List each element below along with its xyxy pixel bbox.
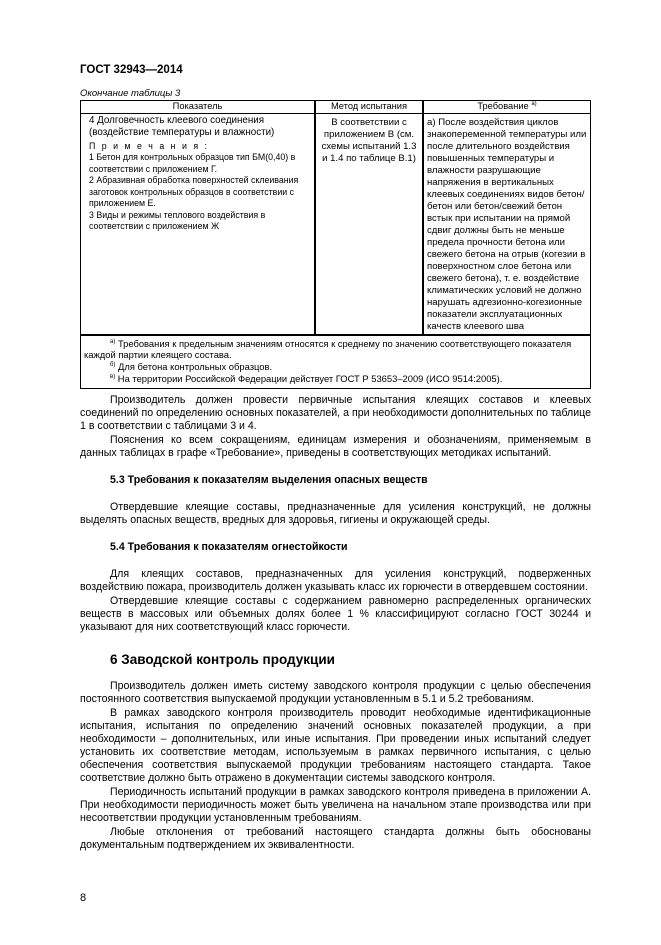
paragraph: Производитель должен провести первичные испытания клеящих составов и клеевых соединений по определению основных показателей, а при необходимости дополнительных по таблице 1 в соответствии с таблицами 3 и 4. [80,393,591,432]
cell-indicator [81,113,316,335]
footnote-text: Для бетона контрольных образцов. [118,361,273,373]
footnote-c [84,373,587,385]
footnote-a [84,338,587,362]
indicator-text: 4 Долговечность клеевого соединения (воздействие температуры и влажности) [89,114,275,138]
footnote-mark: б) [110,362,116,369]
footnote-mark: а) [110,338,116,345]
paragraph: Периодичность испытаний продукции в рамках заводского контроля приведена в приложении А. При необходимости периодичность может быть увеличена на начальном этапе производства или при несоответствии продукции установленным требованиям. [80,785,591,824]
section-heading-5-3: 5.3 Требования к показателям выделения опасных веществ [110,473,428,486]
paragraph: Отвердевшие клеящие составы, предназначенные для усиления конструкций, не должны выделять опасных веществ, вредных для здоровья, гигиены и окружающей среды. [80,500,591,526]
footnotes-cell [81,335,591,389]
section-heading-5-4: 5.4 Требования к показателям огнестойкости [110,540,348,553]
table-row [81,113,591,335]
footnote-text: На территории Российской Федерации действует ГОСТ Р 53653–2009 (ИСО 9514:2005). [117,372,503,384]
table-caption: Окончание таблицы 3 [80,88,181,99]
footnotes-row [81,335,591,389]
footnote-mark: а) [531,101,537,107]
note-1: 1 Бетон для контрольных образцов тип БМ(0,40) в соответствии с приложением Г. [89,152,296,174]
paragraph: Для клеящих составов, предназначенных для усиления конструкций, подверженных воздействию пожара, производитель должен указывать класс их горючести в отвердевшем состоянии. [80,567,591,593]
header-method: Метод испытания [315,101,423,114]
paragraph: Производитель должен иметь систему заводского контроля продукции с целью обеспечения постоянного соответствия выпускаемой продукции установленным в 5.1 и 5.2 требованиям. [80,679,591,705]
footnote-mark: в) [110,373,116,380]
header-requirement-label: Требование [477,101,529,111]
notes-title: П р и м е ч а н и я : [89,140,209,151]
document-header: ГОСТ 32943—2014 [80,64,183,76]
table-header-row [81,101,591,114]
paragraph: Пояснения ко всем сокращениям, единицам измерения и обозначениям, применяемым в данных таблицах в графе «Требование», приведены в соответствующих методиках испытаний. [80,433,591,459]
paragraph: Отвердевшие клеящие составы с содержанием равномерно распределенных органических веществ в массовых или объемных долях более 1 % классифицируют согласно ГОСТ 30244 и указывают для них соответствующий класс горючести. [80,594,591,633]
footnote-b [84,361,587,373]
page-number: 8 [80,891,87,904]
paragraph: Любые отклонения от требований настоящего стандарта должны быть обоснованы документальным подтверждением их эквивалентности. [80,825,591,851]
paragraph: В рамках заводского контроля производитель проводит необходимые идентификационные испытания, испытания по определению значений основных показателей продукции, а при необходимости – дополнительных, или иные испытания. При проведении иных испытаний следует установить их соответствие методам, используемым в рамках первичного испытания, с целью обеспечения соответствия выпускаемой продукции требованиям настоящего стандарта. Такое соответствие должно быть отражено в документации системы заводского контроля. [80,706,591,784]
cell-method: В соответствии с приложением В (см. схемы испытаний 1.3 и 1.4 по таблице В.1) [315,113,423,335]
footnote-text: Требования к предельным значениям относятся к среднему по значению соответствующего показателя каждой партии клеящего состава. [84,337,572,361]
cell-requirement: а) После воздействия циклов знакопеременной температуры или после длительного воздействия повышенных температуры и влажности разрушающие напряжения в вертикальных клеевых соединениях видов бетон/бетон или бетон/свежий бетон встык при испытании на прямой сдвиг должны быть не меньше предела прочности бетона или свежего бетона на отрыв (когезии в поверхностном слое бетона или свежего бетона), т. е. воздействие климатических условий не должно нарушать адгезионно-когезионные показатели эксплуатационных качеств клеевого шва [423,113,591,335]
header-indicator: Показатель [81,101,316,114]
section-heading-6: 6 Заводской контроль продукции [110,651,335,667]
requirements-table [80,100,591,389]
header-requirement [423,101,591,114]
note-3: 3 Виды и режимы теплового воздействия в соответствии с приложением Ж [89,209,266,232]
note-2: 2 Абразивная обработка поверхностей склеивания заготовок контрольных образцов в соответствии с приложением Е. [89,175,299,209]
